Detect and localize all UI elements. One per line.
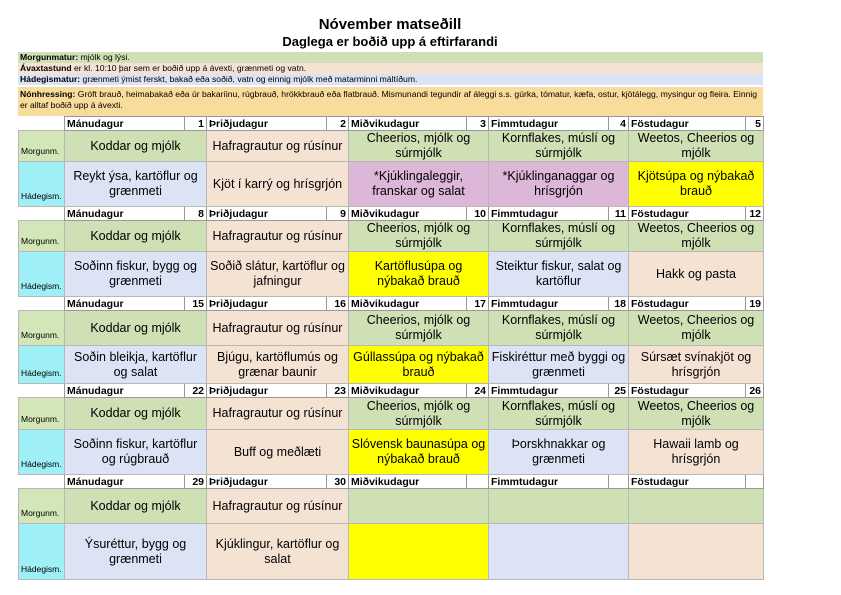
lunch-meal-cell: Kjötsúpa og nýbakað brauð: [629, 162, 764, 207]
morning-meal-cell: Cheerios, mjólk og súrmjólk: [349, 398, 489, 430]
morning-meal-cell: Kornflakes, múslí og súrmjólk: [489, 131, 629, 162]
info-text: er kl. 10:10 þar sem er boðið upp á ávexti, grænmeti og vatn.: [71, 63, 307, 73]
lunch-meal-cell: Ýsuréttur, bygg og grænmeti: [65, 524, 207, 580]
day-number: [746, 475, 764, 489]
morning-meal-cell: Hafragrautur og rúsínur: [207, 398, 349, 430]
page-subtitle: Daglega er boðið upp á eftirfarandi: [282, 34, 498, 49]
info-lunch: [18, 74, 763, 85]
day-number: 22: [185, 384, 207, 398]
day-name: Föstudagur: [629, 207, 746, 221]
morning-meal-cell: Weetos, Cheerios og mjólk: [629, 311, 764, 346]
morning-meal-cell: Koddar og mjólk: [65, 221, 207, 252]
lunch-meal-cell: Fiskiréttur með byggi og grænmeti: [489, 346, 629, 384]
info-label: Morgunmatur:: [20, 52, 79, 62]
lunch-meal-cell: [489, 524, 629, 580]
day-name: Miðvikudagur: [349, 384, 467, 398]
lunch-meal-cell: Soðinn fiskur, bygg og grænmeti: [65, 252, 207, 297]
week-day-header-row: [19, 207, 764, 221]
morning-meal-cell: Hafragrautur og rúsínur: [207, 311, 349, 346]
day-number: 15: [185, 297, 207, 311]
day-name: Miðvikudagur: [349, 207, 467, 221]
header-spacer: [19, 297, 65, 311]
day-number: 24: [467, 384, 489, 398]
lunch-meal-cell: *Kjúklinganaggar og hrísgrjón: [489, 162, 629, 207]
day-name: Mánudagur: [65, 207, 185, 221]
day-name: Þriðjudagur: [207, 207, 327, 221]
lunch-label: Hádegism.: [19, 162, 65, 207]
day-number: 29: [185, 475, 207, 489]
morning-meal-row: [19, 489, 764, 524]
day-name: Mánudagur: [65, 297, 185, 311]
morning-meal-row: [19, 311, 764, 346]
lunch-meal-cell: Súrsæt svínakjöt og hrísgrjón: [629, 346, 764, 384]
day-name: Þriðjudagur: [207, 117, 327, 131]
morning-meal-cell: Kornflakes, múslí og súrmjólk: [489, 311, 629, 346]
header-spacer: [19, 207, 65, 221]
morning-meal-cell: Hafragrautur og rúsínur: [207, 489, 349, 524]
lunch-meal-cell: Kjöt í karrý og hrísgrjón: [207, 162, 349, 207]
info-text: grænmeti ýmist ferskt, bakað eða soðið, vatn og einnig mjólk með matarminni máltíðum.: [80, 74, 418, 84]
morning-meal-cell: Weetos, Cheerios og mjólk: [629, 131, 764, 162]
info-morning: [18, 52, 763, 63]
header-spacer: [19, 384, 65, 398]
morning-meal-cell: Hafragrautur og rúsínur: [207, 131, 349, 162]
lunch-meal-cell: Hakk og pasta: [629, 252, 764, 297]
day-name: Mánudagur: [65, 384, 185, 398]
lunch-meal-row: [19, 524, 764, 580]
day-number: 5: [746, 117, 764, 131]
lunch-meal-cell: Buff og meðlæti: [207, 430, 349, 475]
day-name: Mánudagur: [65, 117, 185, 131]
info-afternoon-snack: [18, 87, 763, 116]
lunch-meal-cell: Reykt ýsa, kartöflur og grænmeti: [65, 162, 207, 207]
morning-meal-cell: Kornflakes, múslí og súrmjólk: [489, 221, 629, 252]
morning-label: Morgunm.: [19, 398, 65, 430]
header-spacer: [19, 475, 65, 489]
header-spacer: [19, 117, 65, 131]
day-number: 10: [467, 207, 489, 221]
day-number: 11: [609, 207, 629, 221]
lunch-meal-cell: Soðinn fiskur, kartöflur og rúgbrauð: [65, 430, 207, 475]
day-number: 2: [327, 117, 349, 131]
day-number: 23: [327, 384, 349, 398]
day-name: Föstudagur: [629, 475, 746, 489]
day-number: 18: [609, 297, 629, 311]
day-name: Þriðjudagur: [207, 384, 327, 398]
week-day-header-row: [19, 475, 764, 489]
lunch-meal-cell: Gúllassúpa og nýbakað brauð: [349, 346, 489, 384]
morning-meal-cell: Cheerios, mjólk og súrmjólk: [349, 311, 489, 346]
morning-meal-cell: Kornflakes, múslí og súrmjólk: [489, 398, 629, 430]
day-number: 1: [185, 117, 207, 131]
morning-meal-cell: [629, 489, 764, 524]
lunch-meal-row: [19, 252, 764, 297]
lunch-meal-cell: Hawaii lamb og hrísgrjón: [629, 430, 764, 475]
day-number: 26: [746, 384, 764, 398]
morning-label: Morgunm.: [19, 131, 65, 162]
info-label: Ávaxtastund: [20, 63, 72, 73]
morning-label: Morgunm.: [19, 221, 65, 252]
day-name: Föstudagur: [629, 297, 746, 311]
day-number: 17: [467, 297, 489, 311]
day-number: [609, 475, 629, 489]
day-name: Mánudagur: [65, 475, 185, 489]
day-number: 25: [609, 384, 629, 398]
morning-meal-cell: Cheerios, mjólk og súrmjólk: [349, 131, 489, 162]
day-name: Fimmtudagur: [489, 475, 609, 489]
lunch-meal-cell: Þorskhnakkar og grænmeti: [489, 430, 629, 475]
week-day-header-row: [19, 384, 764, 398]
day-name: Miðvikudagur: [349, 475, 467, 489]
lunch-meal-cell: Kjúklingur, kartöflur og salat: [207, 524, 349, 580]
info-label: Hádegismatur:: [20, 74, 81, 84]
morning-meal-cell: [349, 489, 489, 524]
day-name: Miðvikudagur: [349, 117, 467, 131]
day-name: Föstudagur: [629, 117, 746, 131]
morning-label: Morgunm.: [19, 311, 65, 346]
info-text: Gróft brauð, heimabakað eða úr bakaríinu, rúgbrauð, hrökkbrauð eða flatbrauð. Mismunandi tegundir af áleggi s.s. gúrka, tómatur, kæfa, ostur, kjötálegg, mysingur og fleira. Einnig er alltaf boðið upp á ávexti.: [20, 89, 758, 110]
morning-meal-cell: Hafragrautur og rúsínur: [207, 221, 349, 252]
week-day-header-row: [19, 117, 764, 131]
page-title: Nóvember matseðill: [318, 16, 462, 33]
day-name: Fimmtudagur: [489, 297, 609, 311]
morning-meal-cell: Weetos, Cheerios og mjólk: [629, 221, 764, 252]
info-text: mjólk og lýsi.: [78, 52, 130, 62]
info-label: Nónhressing:: [20, 89, 76, 99]
morning-meal-cell: Koddar og mjólk: [65, 311, 207, 346]
morning-meal-row: [19, 221, 764, 252]
day-name: Fimmtudagur: [489, 384, 609, 398]
morning-meal-row: [19, 398, 764, 430]
lunch-meal-row: [19, 162, 764, 207]
morning-meal-cell: Koddar og mjólk: [65, 398, 207, 430]
morning-meal-cell: [489, 489, 629, 524]
lunch-meal-cell: *Kjúklingaleggir, franskar og salat: [349, 162, 489, 207]
day-number: 19: [746, 297, 764, 311]
lunch-meal-cell: [349, 524, 489, 580]
lunch-meal-cell: Soðin bleikja, kartöflur og salat: [65, 346, 207, 384]
day-name: Fimmtudagur: [489, 207, 609, 221]
lunch-meal-cell: Slóvensk baunasúpa og nýbakað brauð: [349, 430, 489, 475]
day-number: 4: [609, 117, 629, 131]
lunch-meal-cell: Soðið slátur, kartöflur og jafningur: [207, 252, 349, 297]
day-name: Miðvikudagur: [349, 297, 467, 311]
lunch-meal-cell: Bjúgu, kartöflumús og grænar baunir: [207, 346, 349, 384]
day-name: Föstudagur: [629, 384, 746, 398]
lunch-label: Hádegism.: [19, 430, 65, 475]
lunch-meal-cell: Steiktur fiskur, salat og kartöflur: [489, 252, 629, 297]
day-number: 30: [327, 475, 349, 489]
day-number: 9: [327, 207, 349, 221]
day-number: 16: [327, 297, 349, 311]
info-fruit-time: [18, 63, 763, 74]
day-name: Fimmtudagur: [489, 117, 609, 131]
week-day-header-row: [19, 297, 764, 311]
day-number: 3: [467, 117, 489, 131]
day-number: 8: [185, 207, 207, 221]
morning-label: Morgunm.: [19, 489, 65, 524]
day-number: 12: [746, 207, 764, 221]
morning-meal-row: [19, 131, 764, 162]
morning-meal-cell: Weetos, Cheerios og mjólk: [629, 398, 764, 430]
day-number: [467, 475, 489, 489]
day-name: Þriðjudagur: [207, 297, 327, 311]
lunch-meal-cell: Kartöflusúpa og nýbakað brauð: [349, 252, 489, 297]
lunch-label: Hádegism.: [19, 524, 65, 580]
morning-meal-cell: Koddar og mjólk: [65, 489, 207, 524]
day-name: Þriðjudagur: [207, 475, 327, 489]
lunch-label: Hádegism.: [19, 346, 65, 384]
lunch-meal-row: [19, 346, 764, 384]
lunch-meal-row: [19, 430, 764, 475]
lunch-label: Hádegism.: [19, 252, 65, 297]
morning-meal-cell: Cheerios, mjólk og súrmjólk: [349, 221, 489, 252]
menu-grid: [18, 116, 764, 580]
morning-meal-cell: Koddar og mjólk: [65, 131, 207, 162]
lunch-meal-cell: [629, 524, 764, 580]
